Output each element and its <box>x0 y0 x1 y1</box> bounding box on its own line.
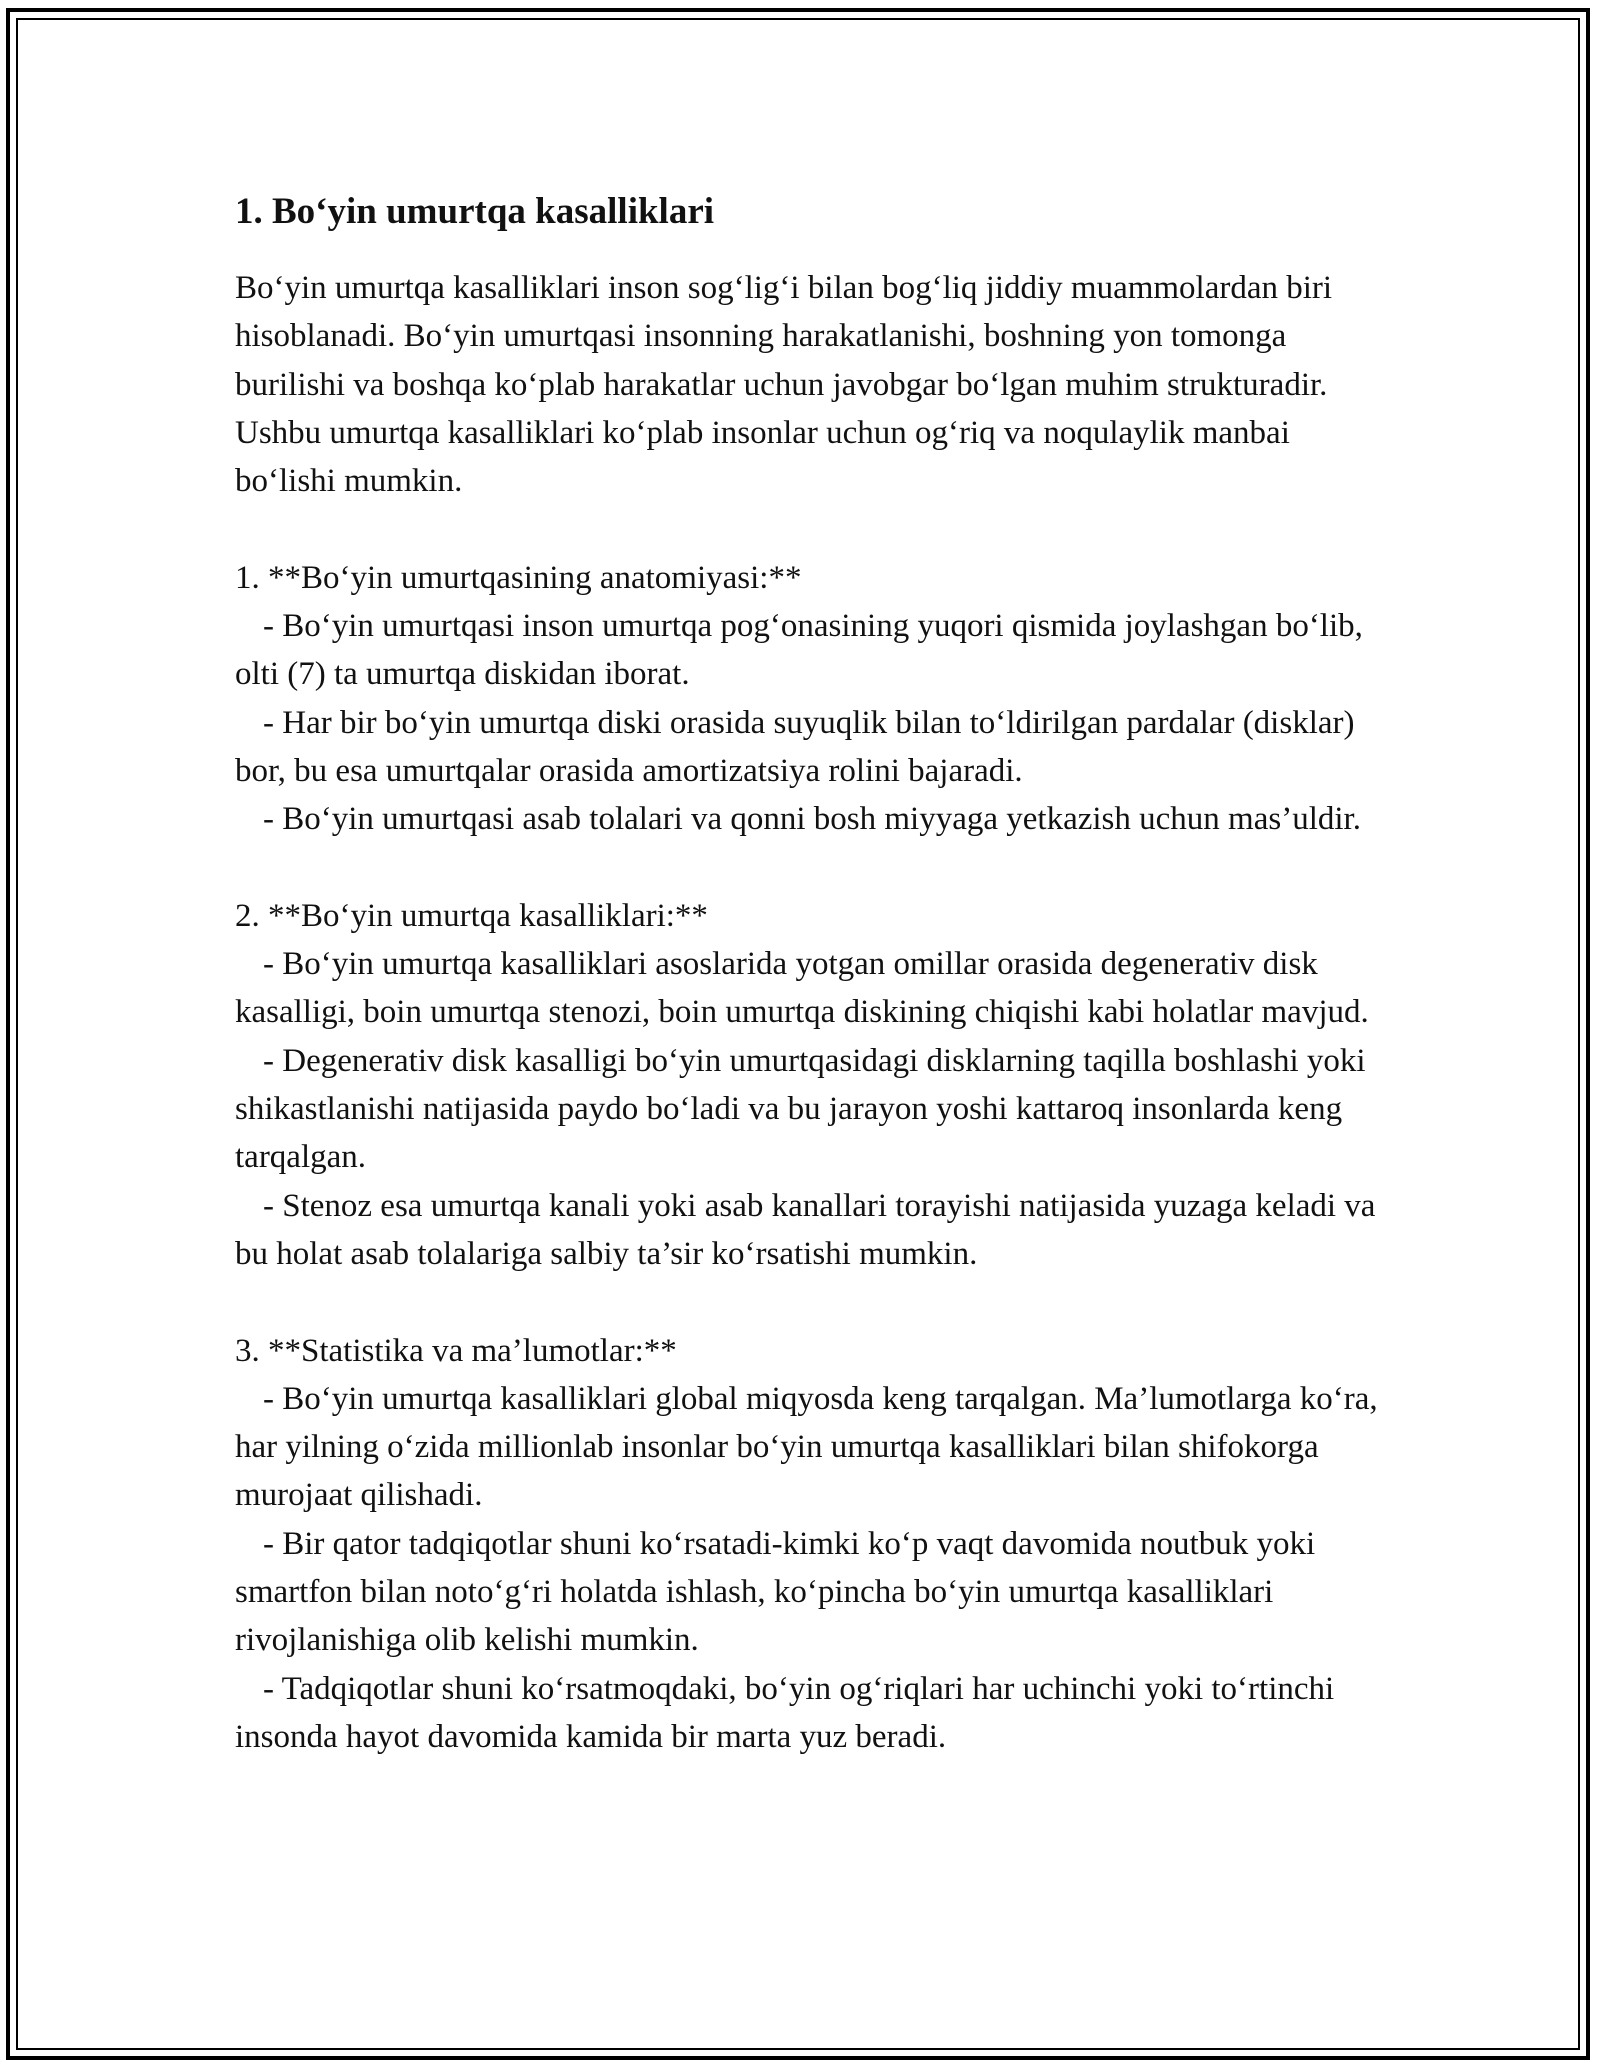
list-item: - Bo‘yin umurtqasi inson umurtqa pog‘onasining yuqori qismida joylashgan bo‘lib, olti (7) ta umurtqa diskidan iborat. <box>235 608 1363 693</box>
intro-paragraph: Bo‘yin umurtqa kasalliklari inson sog‘lig‘i bilan bog‘liq jiddiy muammolardan biri hisoblanadi. Bo‘yin umurtqasi insonning harakatlanishi, boshning yon tomonga burilishi va boshqa ko‘plab harakatlar uchun javobgar bo‘lgan muhim strukturadir. Ushbu umurtqa kasalliklari ko‘plab insonlar uchun og‘riq va noqulaylik manbai bo‘lishi mumkin. <box>235 270 1333 500</box>
list-item: - Har bir bo‘yin umurtqa diski orasida suyuqlik bilan to‘ldirilgan pardalar (disklar) bor, bu esa umurtqalar orasida amortizatsiya rolini bajaradi. <box>235 704 1355 789</box>
list-item: - Bo‘yin umurtqasi asab tolalari va qonni bosh miyyaga yetkazish uchun mas’uldir. <box>263 801 1361 838</box>
paragraph-spacer <box>235 1278 1385 1326</box>
list-item: - Degenerativ disk kasalligi bo‘yin umurtqasidagi disklarning taqilla boshlashi yoki shikastlanishi natijasida paydo bo‘ladi va bu jarayon yoshi kattaroq insonlarda keng tarqalgan. <box>235 1042 1366 1176</box>
section-heading: 3. **Statistika va ma’lumotlar:** <box>235 1332 677 1369</box>
list-item: - Bo‘yin umurtqa kasalliklari global miqyosda keng tarqalgan. Ma’lumotlarga ko‘ra, har yilning o‘zida millionlab insonlar bo‘yin umurtqa kasalliklari bilan shifokorga murojaat qilishadi. <box>235 1380 1378 1514</box>
list-item: - Stenoz esa umurtqa kanali yoki asab kanallari torayishi natijasida yuzaga keladi va bu holat asab tolalariga salbiy ta’sir ko‘rsatishi mumkin. <box>235 1187 1376 1272</box>
list-item: - Bo‘yin umurtqa kasalliklari asoslarida yotgan omillar orasida degenerativ disk kasalligi, boin umurtqa stenozi, boin umurtqa diskining chiqishi kabi holatlar mavjud. <box>235 946 1369 1031</box>
section-statistics <box>235 1327 1385 1762</box>
document-body <box>235 188 1385 1761</box>
section-anatomy <box>235 554 1385 844</box>
paragraph-spacer <box>235 844 1385 892</box>
section-heading: 1. **Bo‘yin umurtqasining anatomiyasi:** <box>235 559 802 596</box>
list-item: - Bir qator tadqiqotlar shuni ko‘rsatadi-kimki ko‘p vaqt davomida noutbuk yoki smartfon bilan noto‘g‘ri holatda ishlash, ko‘pincha bo‘yin umurtqa kasalliklari rivojlanishiga olib kelishi mumkin. <box>235 1525 1316 1659</box>
document-title: 1. Bo‘yin umurtqa kasalliklari <box>235 191 715 232</box>
list-item: - Tadqiqotlar shuni ko‘rsatmoqdaki, bo‘yin og‘riqlari har uchinchi yoki to‘rtinchi insonda hayot davomida kamida bir marta yuz beradi. <box>235 1670 1335 1755</box>
paragraph-spacer <box>235 505 1385 553</box>
section-diseases <box>235 892 1385 1278</box>
section-heading: 2. **Bo‘yin umurtqa kasalliklari:** <box>235 897 708 934</box>
